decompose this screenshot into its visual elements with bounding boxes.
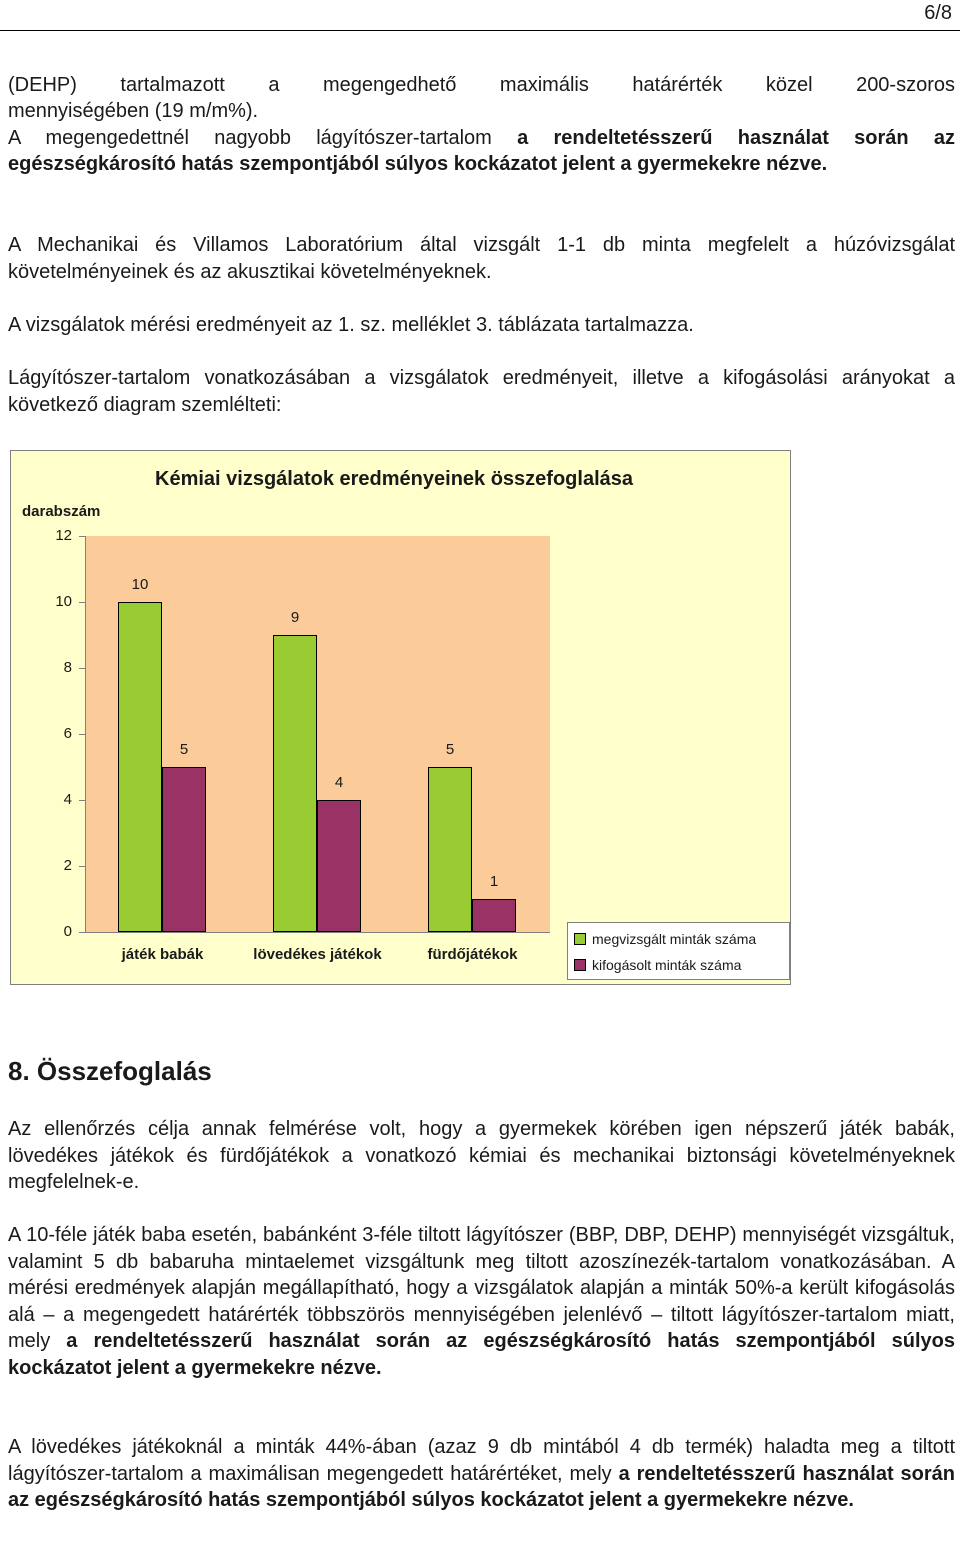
legend-label-examined: megvizsgált minták száma	[592, 931, 757, 947]
x-category-label: lövedékes játékok	[253, 946, 382, 963]
y-axis-label: darabszám	[22, 503, 101, 520]
para1-line4: egészségkárosító hatás szempontjából súlyos kockázatot jelent a gyermekekre nézve.	[8, 153, 828, 175]
legend-item-rejected	[574, 957, 741, 973]
bar-examined	[273, 635, 317, 932]
summary-para3-bold: a rendeltetésszerű használat során az egészségkárosító hatás szempontjából súlyos kockázatot jelent a gyermekekre nézve.	[8, 1462, 955, 1511]
para4: Lágyítószer-tartalom vonatkozásában a vizsgálatok eredményeit, illetve a kifogásolási arányokat a következő diagram szemlélteti:	[8, 367, 955, 416]
summary-para1: Az ellenőrzés célja annak felmérése volt, hogy a gyermekek körében igen népszerű játék babák, lövedékes játékok és fürdőjátékok a vonatkozó kémiai és mechanikai biztonsági követelményeknek megfelelnek-e.	[8, 1118, 955, 1193]
chart-legend	[567, 922, 790, 980]
y-tick-mark	[79, 734, 85, 735]
summary-para2-normal: A 10-féle játék baba esetén, babánként 3-féle tiltott lágyítószer (BBP, DBP, DEHP) mennyiségét vizsgáltuk, valamint 5 db babaruha mintaelemet vizsgáltunk meg tiltott azoszínezék-tartalom vonatkozásában. A mérési eredmények alapján megállapítható, hogy a vizsgálatok alapján a minták 50%-a került kifogásolás alá – a megengedett határérték többszörös mennyiségében jelenlévő – tiltott lágyítószer-tartalom miatt, mely	[8, 1224, 955, 1352]
y-tick-mark	[79, 536, 85, 537]
bar-value-label: 5	[445, 741, 455, 758]
header-rule	[0, 30, 960, 31]
y-tick-label: 10	[55, 593, 72, 610]
y-tick-label: 0	[63, 923, 72, 940]
bar-value-label: 5	[179, 741, 189, 758]
chart-title: Kémiai vizsgálatok eredményeinek összefoglalása	[155, 468, 633, 490]
x-category-label: fürdőjátékok	[427, 946, 518, 963]
y-tick-label: 12	[55, 527, 72, 544]
bar-rejected	[317, 800, 361, 932]
bar-rejected	[472, 899, 516, 932]
summary-para3	[8, 1434, 955, 1514]
para1-line3-normal: A megengedettnél nagyobb lágyítószer-tartalom	[8, 127, 518, 149]
y-tick-mark	[79, 602, 85, 603]
bar-value-label: 1	[489, 873, 499, 890]
para3: A vizsgálatok mérési eredményeit az 1. sz. melléklet 3. táblázata tartalmazza.	[8, 314, 694, 336]
legend-swatch-examined	[574, 933, 586, 945]
legend-swatch-rejected	[574, 959, 586, 971]
legend-item-examined	[574, 931, 756, 947]
para2: A Mechanikai és Villamos Laboratórium által vizsgált 1-1 db minta megfelelt a húzóvizsgálat követelményeinek és az akusztikai követelményeknek.	[8, 234, 955, 283]
y-tick-label: 8	[63, 659, 72, 676]
bar-value-label: 4	[334, 774, 344, 791]
y-tick-mark	[79, 668, 85, 669]
bar-value-label: 10	[131, 576, 149, 593]
x-category-label: játék babák	[121, 946, 204, 963]
y-tick-label: 6	[63, 725, 72, 742]
y-tick-label: 2	[63, 857, 72, 874]
page-number: 6/8	[924, 2, 952, 24]
para1-line2: mennyiségében (19 m/m%).	[8, 100, 259, 122]
bar-examined	[118, 602, 162, 932]
summary-para2	[8, 1222, 955, 1381]
x-axis	[85, 932, 550, 933]
bar-rejected	[162, 767, 206, 932]
para1-line1: (DEHP) tartalmazott a megengedhető maximális határérték közel 200-szoros	[8, 74, 955, 96]
section-heading: 8. Összefoglalás	[8, 1056, 212, 1086]
y-axis	[85, 536, 86, 932]
legend-label-rejected: kifogásolt minták száma	[592, 957, 742, 973]
bar-value-label: 9	[290, 609, 300, 626]
bar-examined	[428, 767, 472, 932]
y-tick-mark	[79, 932, 85, 933]
para1-line3-bold: a rendeltetésszerű használat során az	[517, 127, 955, 149]
y-tick-mark	[79, 866, 85, 867]
summary-para3-normal: A lövedékes játékoknál a minták 44%-ában (azaz 9 db mintából 4 db termék) haladta meg a tiltott lágyítószer-tartalom a maximálisan megengedett határértéket, mely	[8, 1436, 955, 1485]
y-tick-mark	[79, 800, 85, 801]
y-tick-label: 4	[63, 791, 72, 808]
summary-para2-bold: a rendeltetésszerű használat során az egészségkárosító hatás szempontjából súlyos kockázatot jelent a gyermekekre nézve.	[8, 1330, 955, 1379]
para1-line3	[8, 125, 955, 152]
